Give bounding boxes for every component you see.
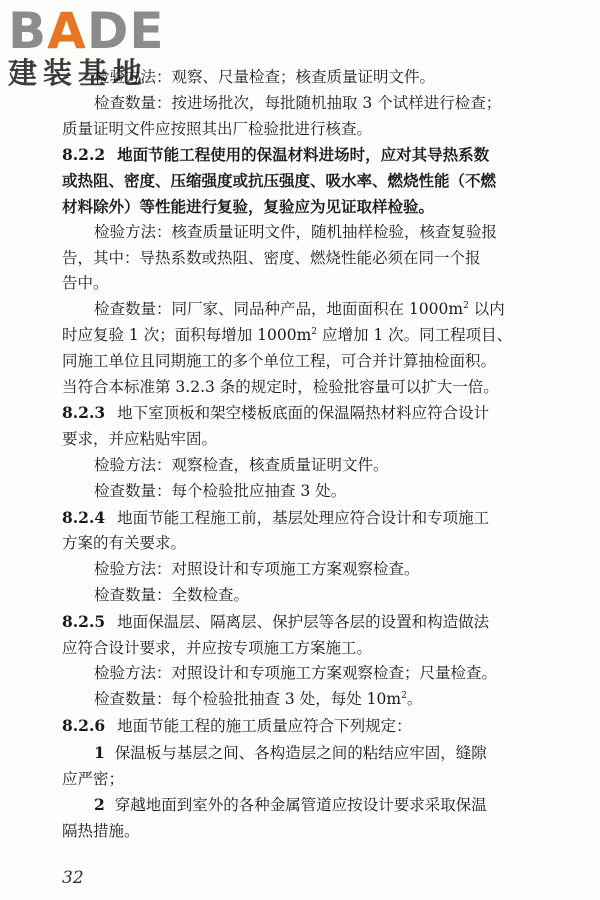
paragraph-line: 质量证明文件应按照其出厂检验批进行核查。 [62,119,373,138]
paragraph-line: 时应复验 1 次；面积每增加 $1000m^2$ 应增加 1 次。同工程项目、 [62,325,513,344]
clause-line: 材料除外）等性能进行复验，复验应为见证取样检验。 [62,196,435,216]
inspection-method-line: 检验方法：对照设计和专项施工方案观察检查。 [94,560,420,579]
paragraph-line: 当符合本标准第 3.2.3 条的规定时，检验批容量可以扩大一倍。 [62,377,499,396]
clause-8-2-3: 8.2.3 地下室顶板和架空楼板底面的保温隔热材料应符合设计 [62,403,490,423]
paragraph-line: 隔热措施。 [62,822,140,841]
inspection-quantity-line: 检查数量：全数检查。 [94,585,250,604]
clause-8-2-2: 8.2.2 地面节能工程使用的保温材料进场时，应对其导热系数 [62,145,490,165]
inspection-quantity-line: 检查数量：同厂家、同品种产品，地面面积在 $1000m^2$ 以内 [94,300,505,319]
document-body [62,65,562,845]
list-item-2: 2 穿越地面到室外的各种金属管道应按设计要求采取保温 [94,795,487,815]
clause-8-2-6: 8.2.6 地面节能工程的施工质量应符合下列规定： [62,715,412,735]
inspection-quantity-line: 检查数量：每个检验批抽查 3 处，每处 $10m^2$。 [94,690,423,709]
page-number: 32 [62,868,84,888]
paragraph-line: 方案的有关要求。 [62,534,187,553]
inspection-method-line: 检验方法：观察检查，核查质量证明文件。 [94,455,389,474]
paragraph-line: 应严密； [62,769,125,788]
inspection-quantity-line: 检查数量：每个检验批应抽查 3 处。 [94,481,347,500]
clause-8-2-4: 8.2.4 地面节能工程施工前，基层处理应符合设计和专项施工 [62,507,490,527]
logo-subtitle: 建装基地 [8,56,149,90]
paragraph-line: 应符合设计要求，并应按专项施工方案施工。 [62,638,373,657]
inspection-method-line: 检验方法：观察、尺量检查；核查质量证明文件。 [94,68,436,86]
logo-wordmark: BADE [8,2,165,60]
inspection-method-line: 检验方法：对照设计和专项施工方案观察检查；尺量检查。 [94,664,498,683]
inspection-method-line: 检验方法：核查质量证明文件，随机抽样检验，核查复验报 [94,222,498,241]
paragraph-line: 告，其中：导热系数或热阻、密度、燃烧性能必须在同一个报 [62,248,481,267]
inspection-quantity-line: 检查数量：按进场批次，每批随机抽取 3 个试样进行检查； [94,93,502,112]
paragraph-line: 要求，并应粘贴牢固。 [62,430,218,449]
clause-8-2-5: 8.2.5 地面保温层、隔离层、保护层等各层的设置和构造做法 [62,611,490,631]
paragraph-line: 同施工单位且同期施工的多个单位工程，可合并计算抽检面积。 [62,351,497,370]
paragraph-line: 告中。 [62,274,109,293]
clause-line: 或热阻、密度、压缩强度或抗压强度、吸水率、燃烧性能（不燃 [62,171,497,191]
list-item-1: 1 保温板与基层之间、各构造层之间的粘结应牢固，缝隙 [94,742,487,762]
